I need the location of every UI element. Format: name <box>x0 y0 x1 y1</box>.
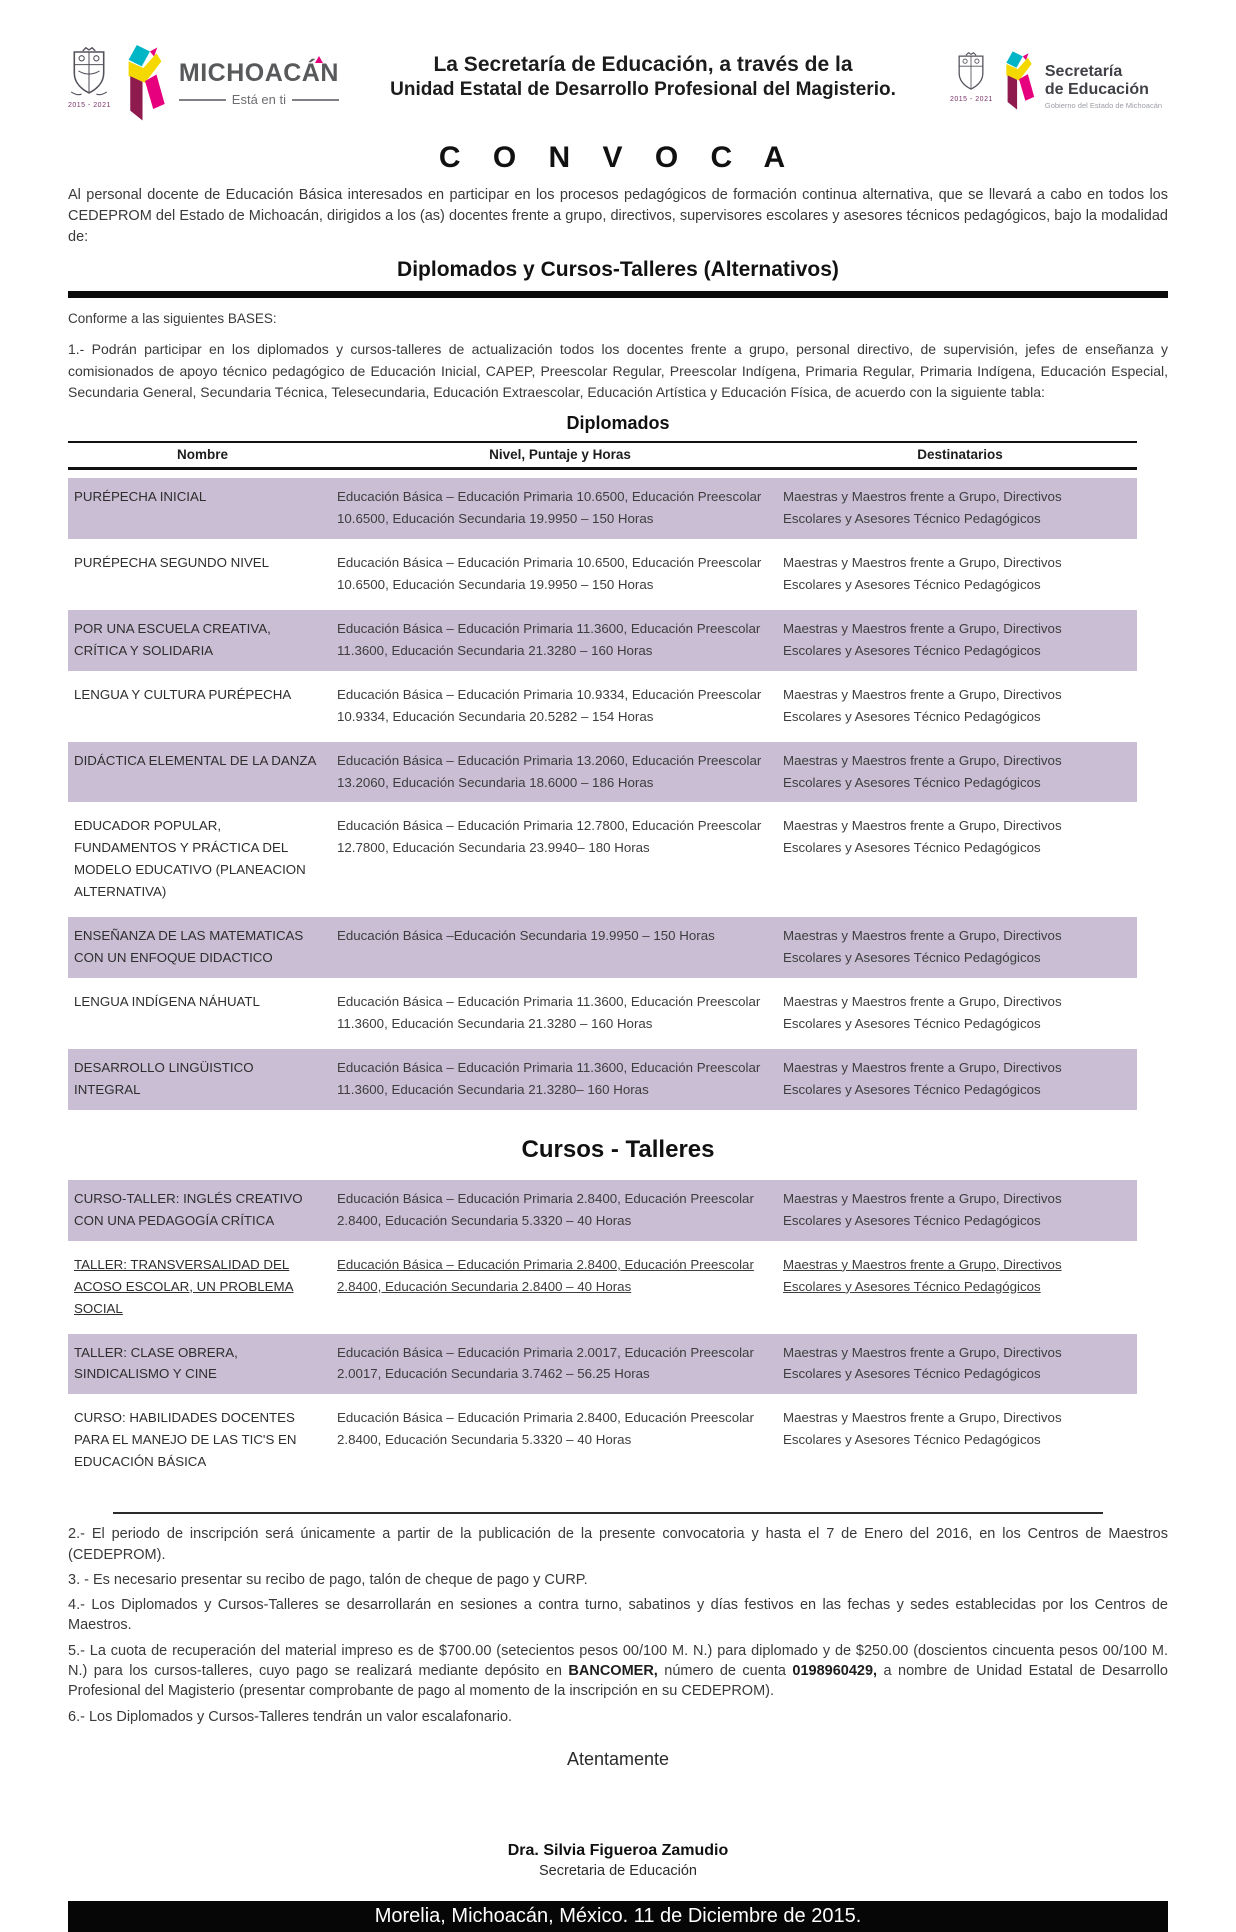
tagline-text: Está en ti <box>231 92 286 107</box>
row-destinatarios: Maestras y Maestros frente a Grupo, Directivos Escolares y Asesores Técnico Pedagógicos <box>783 1410 1062 1448</box>
note-3: 3. - Es necesario presentar su recibo de pago, talón de cheque de pago y CURP. <box>68 1571 588 1588</box>
diplomados-heading: Diplomados <box>566 413 670 434</box>
row-nivel: Educación Básica – Educación Primaria 12.7800, Educación Preescolar 12.7800, Educación Secundaria 23.9940– 180 Horas <box>337 818 762 856</box>
divider-thick <box>68 291 1168 298</box>
table-row <box>68 1334 1137 1395</box>
table-row <box>68 676 1137 737</box>
row-nombre: EDUCADOR POPULAR, FUNDAMENTOS Y PRÁCTICA DEL MODELO EDUCATIVO (PLANEACION ALTERNATIVA) <box>74 818 306 900</box>
row-nivel: Educación Básica – Educación Primaria 10.6500, Educación Preescolar 10.6500, Educación Secundaria 19.9950 – 150 Horas <box>337 554 762 592</box>
row-nivel: Educación Básica – Educación Primaria 10.9334, Educación Preescolar 10.9334, Educación Secundaria 20.5282 – 154 Horas <box>337 686 762 724</box>
tagline-row <box>179 92 339 107</box>
bases-label: Conforme a las siguientes BASES: <box>68 311 277 327</box>
row-nivel: Educación Básica –Educación Secundaria 19.9950 – 150 Horas <box>337 928 715 944</box>
cursos-heading: Cursos - Talleres <box>521 1135 715 1163</box>
row-nombre: PURÉPECHA SEGUNDO NIVEL <box>74 554 270 570</box>
row-nivel: Educación Básica – Educación Primaria 13.2060, Educación Preescolar 13.2060, Educación Secundaria 18.6000 – 186 Horas <box>337 752 762 790</box>
notes-section <box>68 1524 1168 1727</box>
row-nombre: CURSO: HABILIDADES DOCENTES PARA EL MANEJO DE LAS TIC'S EN EDUCACIÓN BÁSICA <box>74 1410 297 1470</box>
coat-of-arms-left <box>68 45 111 109</box>
diplomados-table <box>68 441 1137 1110</box>
row-destinatarios: Maestras y Maestros frente a Grupo, Directivos Escolares y Asesores Técnico Pedagógicos <box>783 1059 1062 1097</box>
row-nombre: TALLER: CLASE OBRERA, SINDICALISMO Y CINE <box>74 1344 238 1382</box>
row-nombre: TALLER: TRANSVERSALIDAD DEL ACOSO ESCOLAR, UN PROBLEMA SOCIAL <box>74 1256 294 1316</box>
base-1-paragraph: 1.- Podrán participar en los diplomados y cursos-talleres de actualización todos los docentes frente a grupo, personal directivo, de supervisión, jefes de enseñanza y comisionados de apoyo técnico pedagógico de Educación Inicial, CAPEP, Preescolar Regular, Preescolar Indígena, Primaria Regular, Primaria Indígena, Educación Especial, Secundaria General, Secundaria Técnica, Telesecundaria, Educación Extraescolar, Educación Artística y Educación Física, de acuerdo con la siguiente tabla: <box>68 341 1168 401</box>
row-nivel: Educación Básica – Educación Primaria 2.0017, Educación Preescolar 2.0017, Educación Secundaria 3.7462 – 56.25 Horas <box>337 1344 754 1382</box>
row-destinatarios: Maestras y Maestros frente a Grupo, Directivos Escolares y Asesores Técnico Pedagógicos <box>783 620 1062 658</box>
table-row <box>68 983 1137 1044</box>
atentamente: Atentamente <box>566 1748 670 1769</box>
row-nivel: Educación Básica – Educación Primaria 11.3600, Educación Preescolar 11.3600, Educación Secundaria 21.3280– 160 Horas <box>337 1059 761 1097</box>
secretaria-line2: de Educación <box>1044 80 1149 98</box>
row-nombre: ENSEÑANZA DE LAS MATEMATICAS CON UN ENFOQUE DIDACTICO <box>74 928 304 966</box>
header-title-block <box>336 45 950 101</box>
diplomados-rows <box>68 478 1137 1110</box>
column-header-nombre: Nombre <box>176 447 228 463</box>
brand-accent-mark <box>315 56 323 63</box>
note-6: 6.- Los Diplomados y Cursos-Talleres tendrán un valor escalafonario. <box>68 1708 513 1725</box>
logo-years: 2015 - 2021 <box>950 96 993 103</box>
secretaria-subtitle: Gobierno del Estado de Michoacán <box>1044 101 1163 111</box>
row-destinatarios: Maestras y Maestros frente a Grupo, Directivos Escolares y Asesores Técnico Pedagógicos <box>783 1344 1062 1382</box>
row-destinatarios: Maestras y Maestros frente a Grupo, Directivos Escolares y Asesores Técnico Pedagógicos <box>783 752 1062 790</box>
header <box>68 45 1168 129</box>
row-destinatarios: Maestras y Maestros frente a Grupo, Directivos Escolares y Asesores Técnico Pedagógicos <box>783 686 1062 724</box>
table-row <box>68 807 1137 912</box>
table-row <box>68 1399 1137 1482</box>
secretaria-logo <box>950 45 1168 115</box>
row-nombre: DIDÁCTICA ELEMENTAL DE LA DANZA <box>74 752 317 768</box>
row-nombre: LENGUA INDÍGENA NÁHUATL <box>74 994 260 1010</box>
tagline-line-left <box>179 99 226 101</box>
document-subtitle: Diplomados y Cursos-Talleres (Alternativos) <box>397 258 839 282</box>
row-nivel: Educación Básica – Educación Primaria 2.8400, Educación Preescolar 2.8400, Educación Secundaria 5.3320 – 40 Horas <box>337 1410 754 1448</box>
note-5-text: a nombre de Unidad Estatal de Desarrollo Profesional del Magisterio (presentar comprobante de pago al momento de la inscripción en su CEDEPROM). <box>68 1663 1168 1700</box>
row-nivel: Educación Básica – Educación Primaria 2.8400, Educación Preescolar 2.8400, Educación Secundaria 5.3320 – 40 Horas <box>337 1190 754 1228</box>
row-nombre: DESARROLLO LINGÜISTICO INTEGRAL <box>74 1059 254 1097</box>
row-nivel: Educación Básica – Educación Primaria 2.8400, Educación Preescolar 2.8400, Educación Secundaria 2.8400 – 40 Horas <box>337 1256 754 1294</box>
row-nivel: Educación Básica – Educación Primaria 10.6500, Educación Preescolar 10.6500, Educación Secundaria 19.9950 – 150 Horas <box>337 489 762 527</box>
secretaria-text-block <box>1045 63 1162 110</box>
intro-paragraph: Al personal docente de Educación Básica interesados en participar en los procesos pedagógicos de formación continua alternativa, que se llevará a cabo en todos los CEDEPROM del Estado de Michoacán, dirigidos a los (as) docentes frente a grupo, directivos, supervisores escolares y asesores técnicos pedagógicos, bajo la modalidad de: <box>68 187 1168 246</box>
column-header-nivel: Nivel, Puntaje y Horas <box>489 447 631 463</box>
note-2: 2.- El periodo de inscripción será únicamente a partir de la publicación de la presente convocatoria y hasta el 7 de Enero del 2016, en los Centros de Maestros (CEDEPROM). <box>68 1526 1168 1563</box>
table-row <box>68 1180 1137 1241</box>
divider-thin <box>113 1512 1103 1514</box>
note-5-bank: BANCOMER, <box>568 1663 658 1680</box>
row-nombre: PURÉPECHA INICIAL <box>74 489 207 505</box>
row-nivel: Educación Básica – Educación Primaria 11.3600, Educación Preescolar 11.3600, Educación Secundaria 21.3280 – 160 Horas <box>337 994 761 1032</box>
note-4: 4.- Los Diplomados y Cursos-Talleres se desarrollarán en sesiones a contra turno, sabatinos y días festivos en las fechas y sedes establecidas por los Centros de Maestros. <box>68 1597 1168 1634</box>
tagline-line-right <box>292 99 339 101</box>
table-row <box>68 742 1137 803</box>
brand-name: MICHOACÁN <box>179 61 339 86</box>
table-row <box>68 917 1137 978</box>
row-nombre: POR UNA ESCUELA CREATIVA, CRÍTICA Y SOLIDARIA <box>74 620 271 658</box>
shield-icon <box>954 51 988 95</box>
note-5-account: 0198960429, <box>792 1663 878 1680</box>
column-header-destinatarios: Destinatarios <box>917 447 1003 463</box>
row-destinatarios: Maestras y Maestros frente a Grupo, Directivos Escolares y Asesores Técnico Pedagógicos <box>783 928 1062 966</box>
row-destinatarios: Maestras y Maestros frente a Grupo, Directivos Escolares y Asesores Técnico Pedagógicos <box>783 818 1062 856</box>
logo-years: 2015 - 2021 <box>68 102 111 109</box>
cursos-rows <box>68 1180 1137 1482</box>
brand-block <box>179 61 339 107</box>
row-destinatarios: Maestras y Maestros frente a Grupo, Directivos Escolares y Asesores Técnico Pedagógicos <box>783 554 1062 592</box>
row-destinatarios: Maestras y Maestros frente a Grupo, Directivos Escolares y Asesores Técnico Pedagógicos <box>783 1190 1062 1228</box>
shield-icon <box>68 45 110 101</box>
row-nivel: Educación Básica – Educación Primaria 11.3600, Educación Preescolar 11.3600, Educación Secundaria 21.3280 – 160 Horas <box>337 620 761 658</box>
note-5-text: número de cuenta <box>657 1663 793 1680</box>
table-row <box>68 1246 1137 1329</box>
table-row <box>68 1049 1137 1110</box>
row-destinatarios: Maestras y Maestros frente a Grupo, Directivos Escolares y Asesores Técnico Pedagógicos <box>783 489 1062 527</box>
cursos-table <box>68 1180 1137 1482</box>
footer-date-bar: Morelia, Michoacán, México. 11 de Diciembre de 2015. <box>68 1901 1168 1932</box>
table-header-row <box>68 441 1137 470</box>
table-row <box>68 610 1137 671</box>
header-line2: Unidad Estatal de Desarrollo Profesional del Magisterio. <box>390 79 896 100</box>
row-nombre: LENGUA Y CULTURA PURÉPECHA <box>74 686 292 702</box>
note-5 <box>68 1641 1168 1702</box>
ribbon-k-icon <box>1000 51 1038 115</box>
row-destinatarios: Maestras y Maestros frente a Grupo, Directivos Escolares y Asesores Técnico Pedagógicos <box>783 994 1062 1032</box>
signature-name: Dra. Silvia Figueroa Zamudio <box>507 1841 729 1859</box>
note-5-text: 5.- La cuota de recuperación del material impreso es de $700.00 (setecientos pesos 00/100 M. N.) para diplomado y de $250.00 (doscientos cincuenta pesos 00/100 M. N.) para los cursos-talleres, cuyo pago se realizará mediante depósito en <box>68 1642 1168 1680</box>
table-row <box>68 544 1137 605</box>
table-row <box>68 478 1137 539</box>
row-nombre: CURSO-TALLER: INGLÉS CREATIVO CON UNA PEDAGOGÍA CRÍTICA <box>74 1190 303 1228</box>
coat-of-arms-right <box>950 51 993 103</box>
header-line1: La Secretaría de Educación, a través de la <box>433 53 853 76</box>
row-destinatarios: Maestras y Maestros frente a Grupo, Directivos Escolares y Asesores Técnico Pedagógicos <box>783 1256 1062 1294</box>
michoacan-logo <box>68 45 339 127</box>
ribbon-k-icon <box>119 45 171 127</box>
secretaria-line1: Secretaría <box>1044 63 1123 80</box>
convoca-title: C O N V O C A <box>438 141 798 174</box>
signature-title: Secretaria de Educación <box>539 1862 697 1879</box>
